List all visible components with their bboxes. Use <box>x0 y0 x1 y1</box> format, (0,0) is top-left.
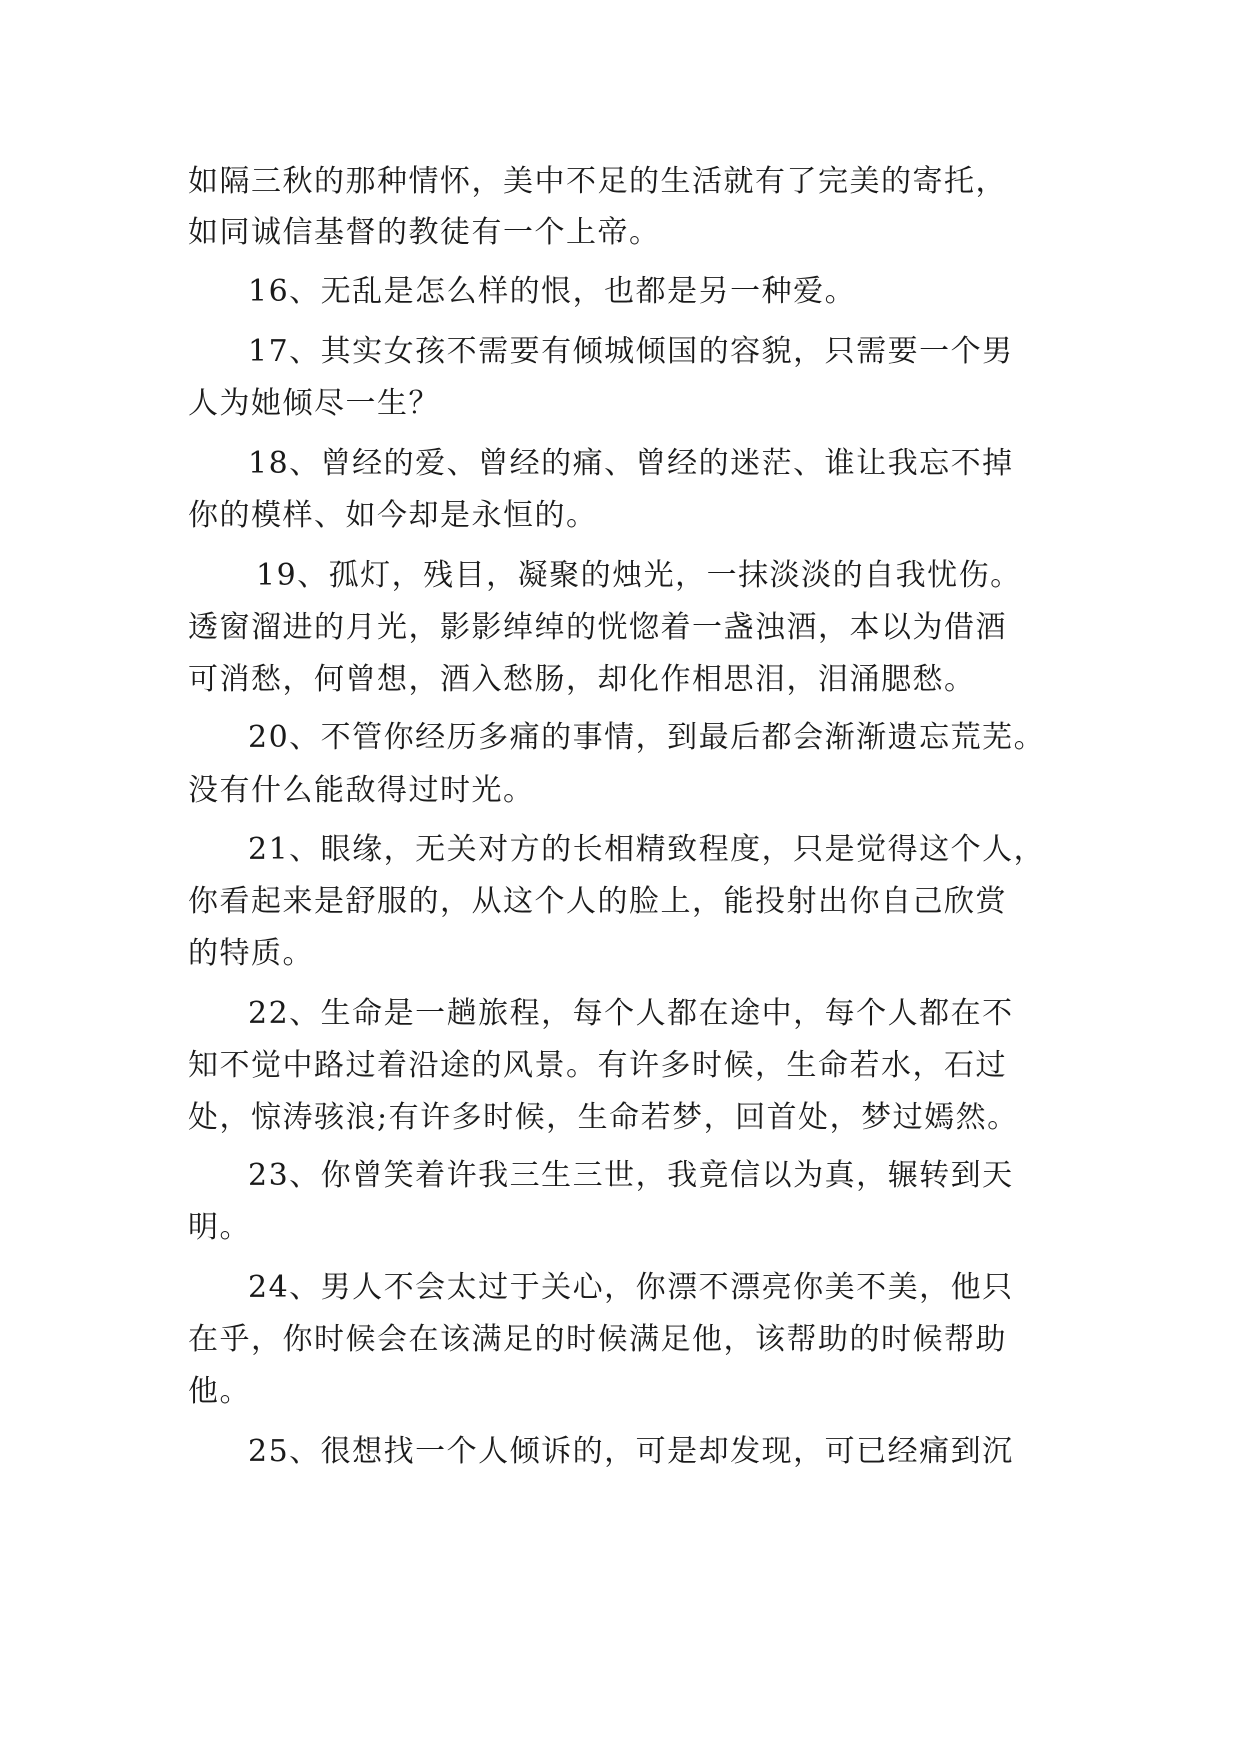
text-line: 可消愁，何曾想，酒入愁肠，却化作相思泪，泪涌腮愁。 <box>188 662 976 697</box>
text-line: 你看起来是舒服的，从这个人的脸上，能投射出你自己欣赏 <box>188 884 1007 919</box>
text-line: 19、孤灯，残目，凝聚的烛光，一抹淡淡的自我忧伤。 <box>256 558 1022 593</box>
text-line: 你的模样、如今却是永恒的。 <box>188 498 598 533</box>
text-line: 的特质。 <box>188 936 314 971</box>
text-line: 17、其实女孩不需要有倾城倾国的容貌，只需要一个男 <box>248 334 1014 369</box>
text-line: 透窗溜进的月光，影影绰绰的恍惚着一盏浊酒，本以为借酒 <box>188 610 1007 645</box>
text-line: 如同诚信基督的教徒有一个上帝。 <box>188 215 661 250</box>
text-line: 处，惊涛骇浪;有许多时候，生命若梦，回首处，梦过嫣然。 <box>188 1100 1019 1135</box>
text-line: 21、眼缘，无关对方的长相精致程度，只是觉得这个人， <box>248 832 1046 867</box>
text-line: 他。 <box>188 1374 251 1409</box>
text-line: 22、生命是一趟旅程，每个人都在途中，每个人都在不 <box>248 996 1014 1031</box>
text-line: 25、很想找一个人倾诉的，可是却发现，可已经痛到沉 <box>248 1434 1014 1469</box>
text-line: 20、不管你经历多痛的事情，到最后都会渐渐遗忘荒芜。 <box>248 720 1046 755</box>
text-line: 16、无乱是怎么样的恨，也都是另一种爱。 <box>248 274 857 309</box>
text-line: 23、你曾笑着许我三生三世，我竟信以为真，辗转到天 <box>248 1158 1014 1193</box>
text-line: 没有什么能敌得过时光。 <box>188 773 535 808</box>
text-line: 18、曾经的爱、曾经的痛、曾经的迷茫、谁让我忘不掉 <box>248 446 1014 481</box>
text-line: 24、男人不会太过于关心，你漂不漂亮你美不美，他只 <box>248 1270 1014 1305</box>
text-line: 知不觉中路过着沿途的风景。有许多时候，生命若水，石过 <box>188 1048 1007 1083</box>
text-line: 人为她倾尽一生？ <box>188 386 440 421</box>
text-line: 明。 <box>188 1210 251 1245</box>
text-line: 如隔三秋的那种情怀，美中不足的生活就有了完美的寄托， <box>188 164 1007 199</box>
text-line: 在乎，你时候会在该满足的时候满足他，该帮助的时候帮助 <box>188 1322 1007 1357</box>
